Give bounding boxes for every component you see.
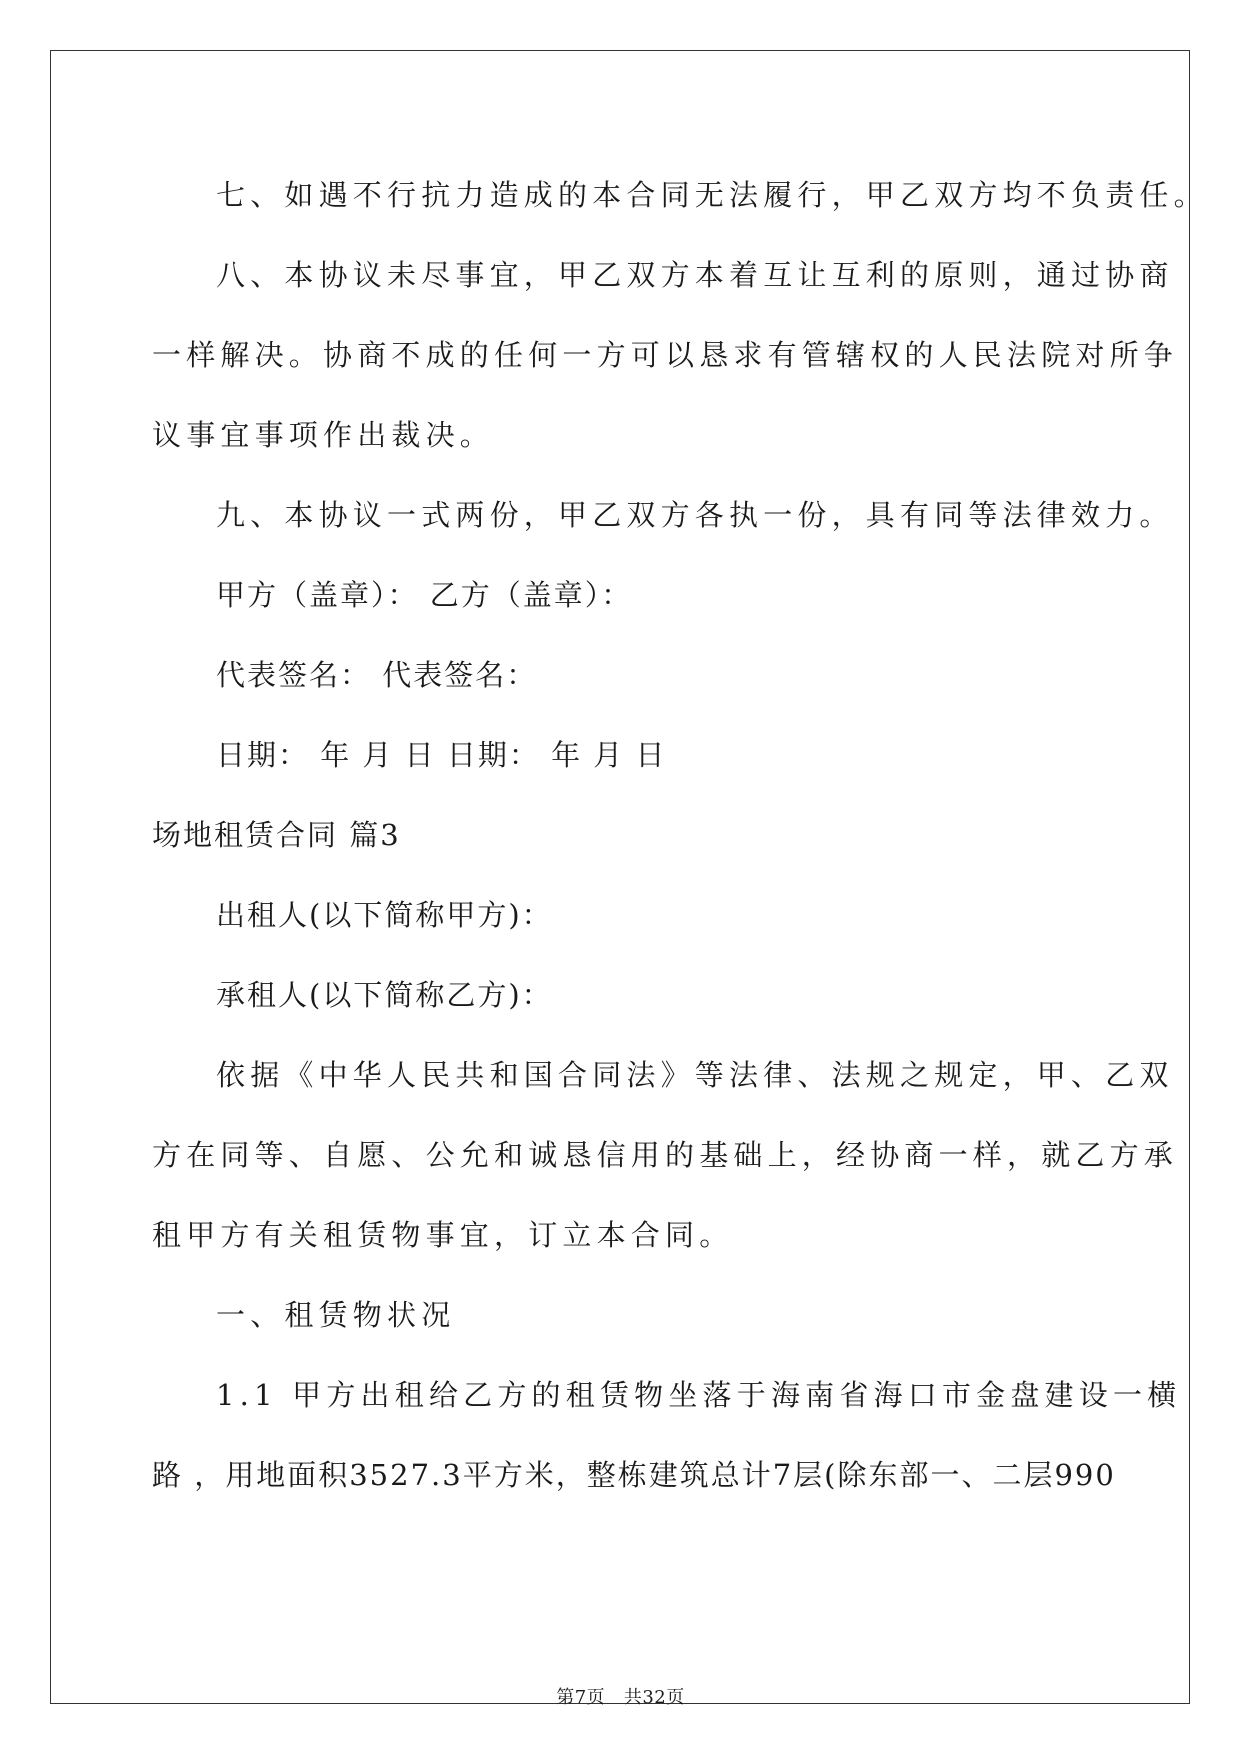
clause-8-line-2: 一样解决。协商不成的任何一方可以恳求有管辖权的人民法院对所争 — [152, 338, 1179, 372]
article-1-heading: 一、租赁物状况 — [216, 1298, 456, 1332]
clause-7: 七、如遇不行抗力造成的本合同无法履行，甲乙双方均不负责任。 — [216, 178, 1208, 212]
seal-line: 甲方（盖章）： 乙方（盖章）： — [216, 578, 633, 612]
preamble-line-1: 依据《中华人民共和国合同法》等法律、法规之规定，甲、乙双 — [216, 1058, 1174, 1092]
article-1-1-line-2: 路 ，用地面积3527.3平方米，整栋建筑总计7层(除东部一、二层990 — [152, 1458, 1116, 1492]
clause-8-line-1: 八、本协议未尽事宜，甲乙双方本着互让互利的原则，通过协商 — [216, 258, 1174, 292]
clause-9: 九、本协议一式两份，甲乙双方各执一份，具有同等法律效力。 — [216, 498, 1174, 532]
lessor-line: 出租人(以下简称甲方)： — [216, 898, 553, 932]
section-heading: 场地租赁合同 篇3 — [152, 818, 401, 852]
lessee-line: 承租人(以下简称乙方)： — [216, 978, 553, 1012]
date-line: 日期： 年 月 日 日期： 年 月 日 — [216, 738, 667, 772]
clause-8-line-3: 议事宜事项作出裁决。 — [152, 418, 495, 452]
page-number-footer: 第7页 共32页 — [556, 1687, 685, 1708]
preamble-line-2: 方在同等、自愿、公允和诚恳信用的基础上，经协商一样，就乙方承 — [152, 1138, 1179, 1172]
preamble-line-3: 租甲方有关租赁物事宜，订立本合同。 — [152, 1218, 734, 1252]
signature-line: 代表签名： 代表签名： — [216, 658, 538, 692]
article-1-1-line-1: 1.1 甲方出租给乙方的租赁物坐落于海南省海口市金盘建设一横 — [216, 1378, 1182, 1412]
